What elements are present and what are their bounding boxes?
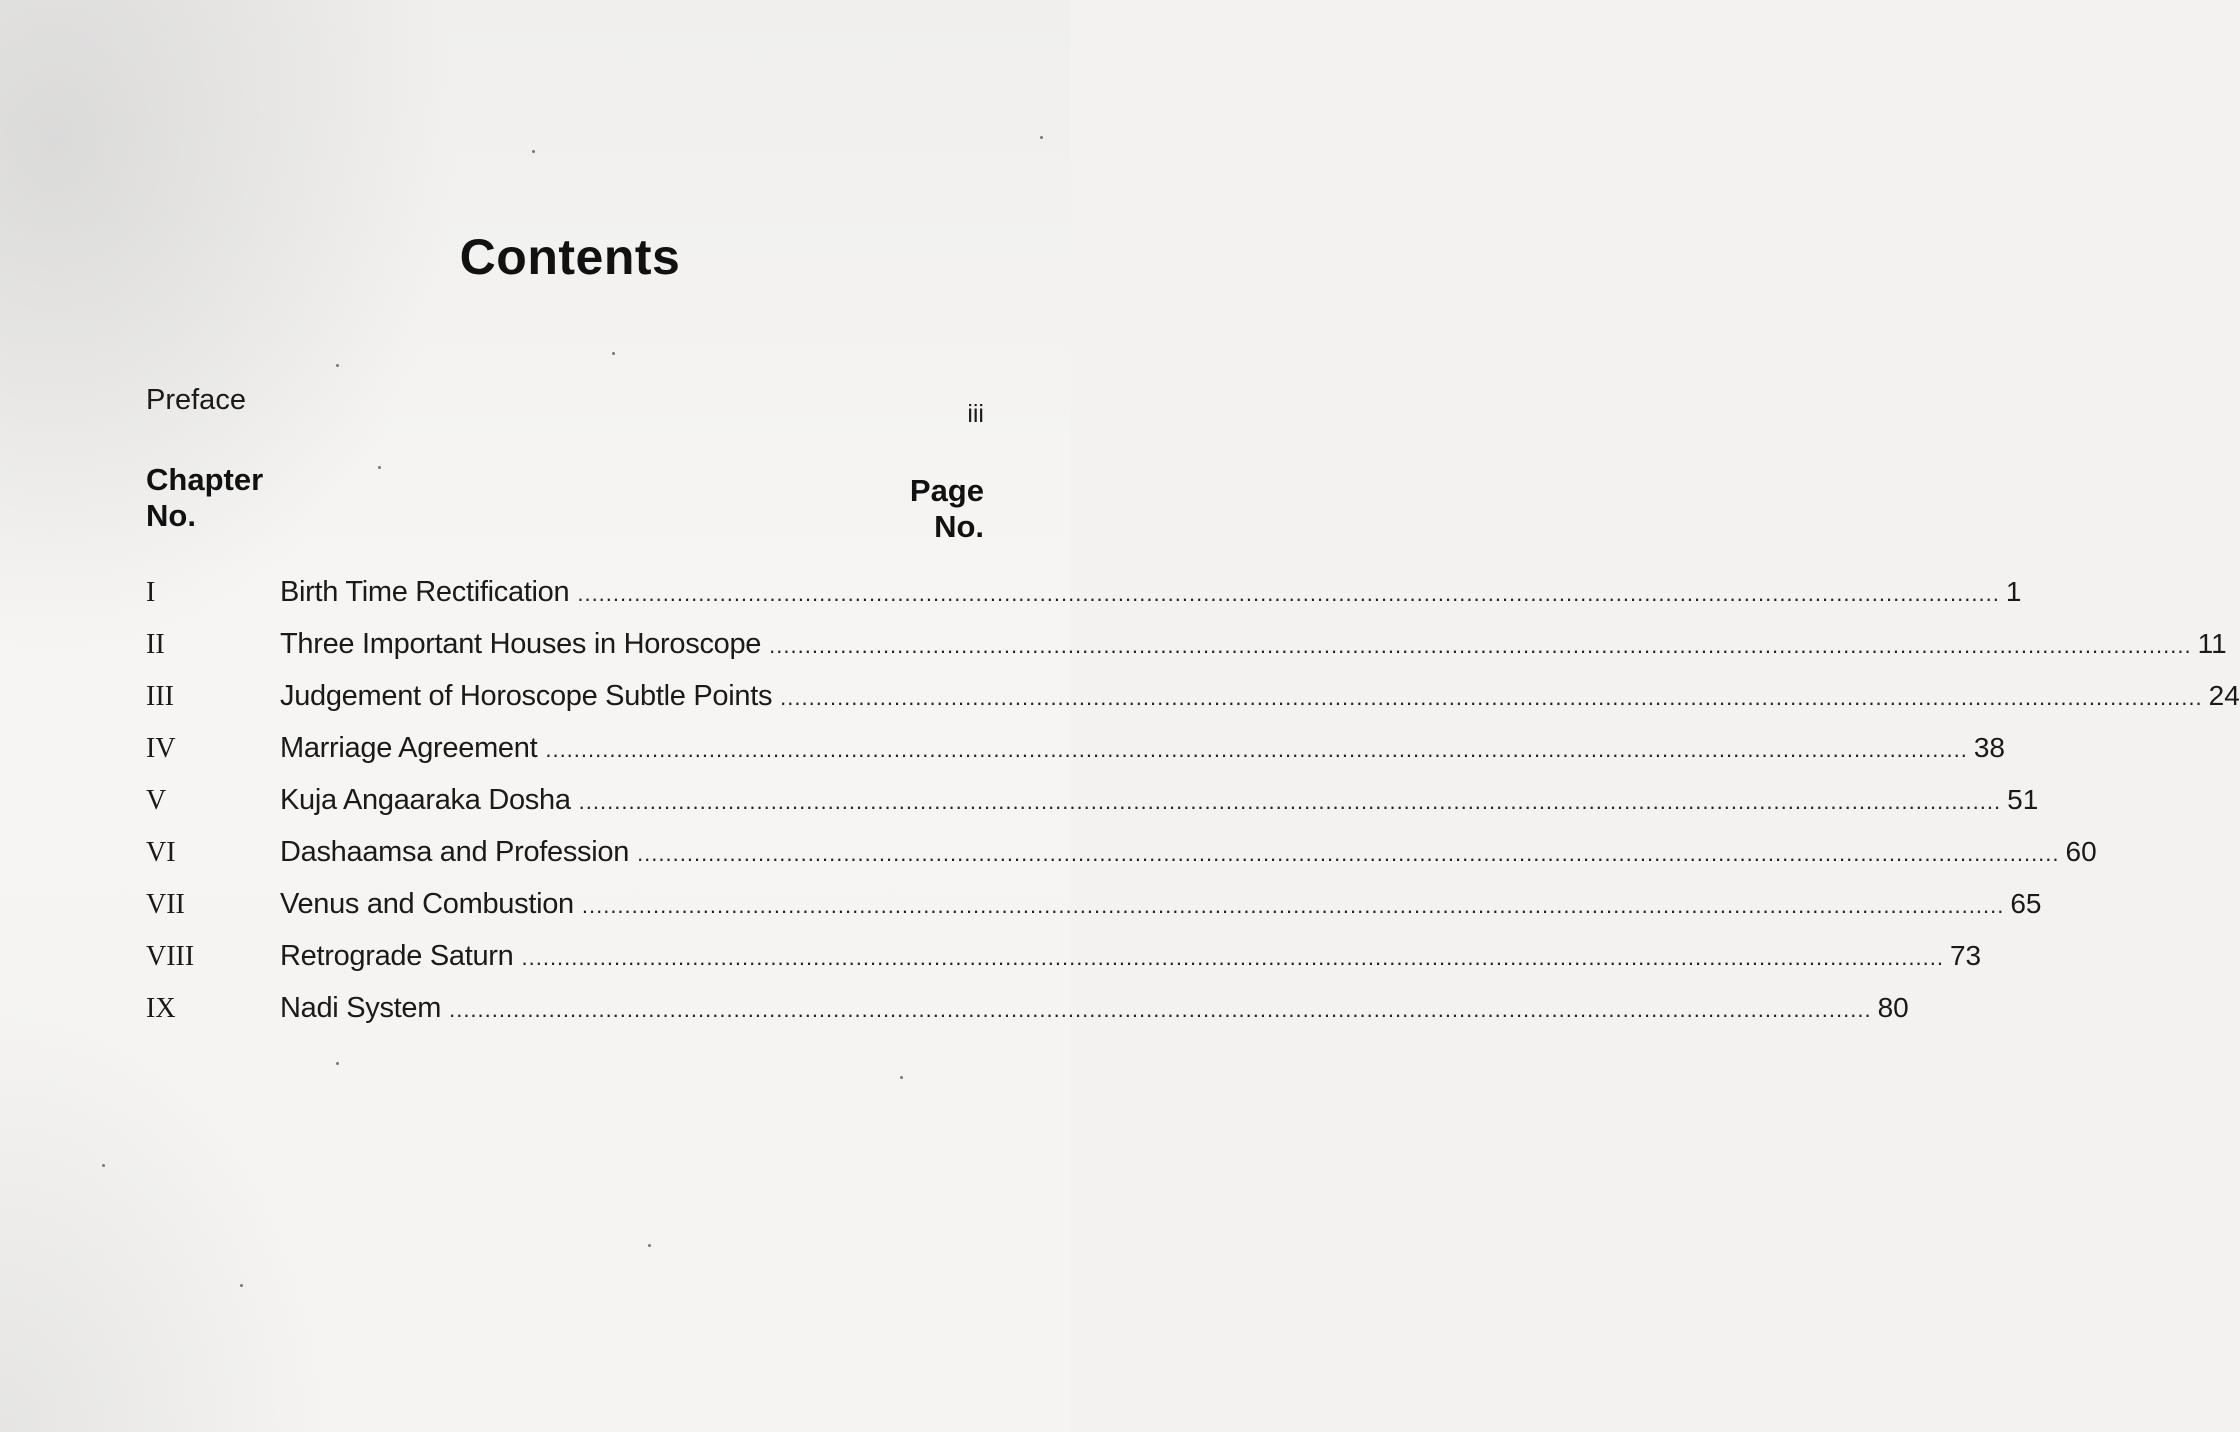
chapter-title: Dashaamsa and Profession <box>280 836 630 868</box>
dust-speck <box>102 1164 105 1167</box>
chapter-page-number: 38 <box>1973 732 2005 763</box>
preface-page-number: iii <box>967 400 984 428</box>
chapter-header-line2: No. <box>146 498 196 533</box>
chapter-header-line1: Chapter <box>146 462 264 497</box>
chapter-page-number: 80 <box>1877 992 1909 1023</box>
dot-leader: ........................................................................................................................................................................................................ <box>577 581 2000 606</box>
toc-entry <box>146 732 2005 784</box>
toc-entry <box>146 992 1909 1044</box>
chapter-page-number: 65 <box>2010 888 2042 919</box>
toc-entry <box>146 784 2039 836</box>
dot-leader: ........................................................................................................................................................................................................ <box>769 633 2192 658</box>
dust-speck <box>336 364 339 367</box>
dust-speck <box>532 150 535 153</box>
dust-speck <box>240 1284 243 1287</box>
page-header-line1: Page <box>909 473 984 508</box>
dust-speck <box>378 466 381 469</box>
chapter-number: II <box>146 629 165 660</box>
dust-speck <box>612 352 615 355</box>
toc-entry <box>146 628 2227 680</box>
dust-speck <box>900 1076 903 1079</box>
chapter-title: Marriage Agreement <box>280 732 538 764</box>
dot-leader: ........................................................................................................................................................................................................ <box>581 893 2005 918</box>
table-of-contents <box>146 576 2240 1044</box>
chapter-number: V <box>146 785 167 816</box>
dot-leader: ........................................................................................................................................................................................................ <box>578 789 2002 814</box>
toc-entry <box>146 836 2097 888</box>
page-header-line2: No. <box>934 509 984 544</box>
chapter-number-header <box>146 462 263 534</box>
dot-leader: ........................................................................................................................................................................................................ <box>545 737 1968 762</box>
dot-leader: ........................................................................................................................................................................................................ <box>780 685 2203 710</box>
chapter-title: Birth Time Rectification <box>280 576 570 608</box>
chapter-number: I <box>146 577 156 608</box>
chapter-number: VI <box>146 837 176 868</box>
toc-entry <box>146 576 2022 628</box>
page-number-header <box>910 473 984 545</box>
toc-entry <box>146 680 2240 732</box>
chapter-title: Kuja Angaaraka Dosha <box>280 784 571 816</box>
chapter-title: Judgement of Horoscope Subtle Points <box>280 680 773 712</box>
chapter-number: VII <box>146 889 185 920</box>
chapter-number: III <box>146 681 174 712</box>
chapter-page-number: 11 <box>2197 628 2227 659</box>
chapter-title: Retrograde Saturn <box>280 940 514 972</box>
chapter-number: VIII <box>146 941 195 972</box>
dust-speck <box>336 1062 339 1065</box>
chapter-number: IV <box>146 733 176 764</box>
dust-speck <box>648 1244 651 1247</box>
chapter-title: Three Important Houses in Horoscope <box>280 628 762 660</box>
chapter-page-number: 24 <box>2208 680 2240 711</box>
toc-entry <box>146 940 1982 992</box>
chapter-page-number: 60 <box>2065 836 2097 867</box>
dot-leader: ........................................................................................................................................................................................................ <box>637 841 2060 866</box>
chapter-title: Nadi System <box>280 992 442 1024</box>
chapter-title: Venus and Combustion <box>280 888 574 920</box>
page-title: Contents <box>459 229 681 285</box>
toc-entry <box>146 888 2042 940</box>
preface-label: Preface <box>146 384 246 416</box>
dot-leader: ........................................................................................................................................................................................................ <box>449 997 1872 1022</box>
chapter-page-number: 51 <box>2007 784 2039 815</box>
chapter-page-number: 1 <box>2005 576 2022 607</box>
dot-leader: ........................................................................................................................................................................................................ <box>521 945 1944 970</box>
chapter-number: IX <box>146 993 176 1024</box>
dust-speck <box>1040 136 1043 139</box>
chapter-page-number: 73 <box>1949 940 1982 971</box>
